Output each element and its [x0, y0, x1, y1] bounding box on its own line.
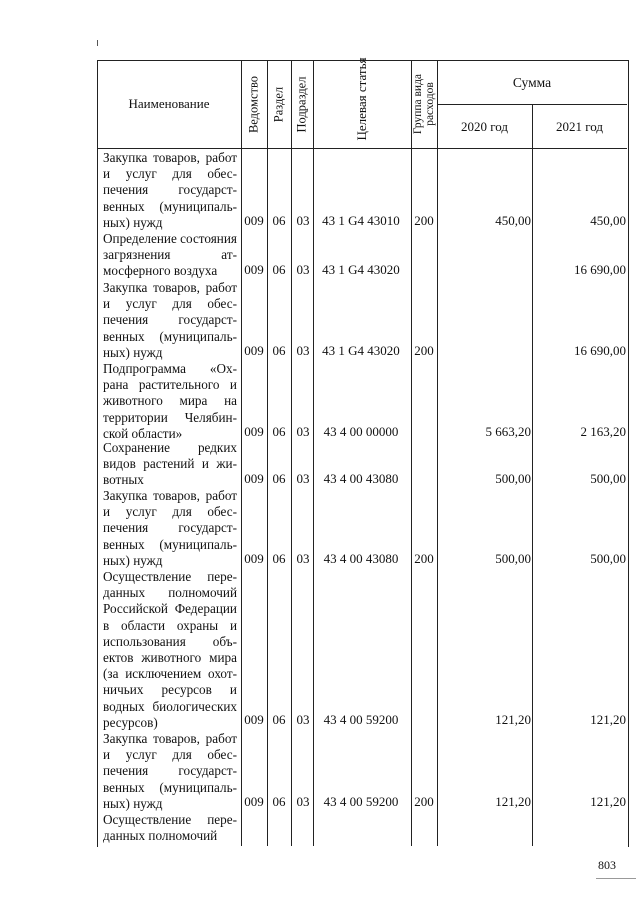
row-sum-2020: 5 663,20	[485, 424, 531, 439]
row-razdel: 06	[272, 424, 286, 439]
page-edge-mark	[596, 878, 636, 879]
row-vedomstvo: 009	[244, 343, 264, 358]
row-sum-2021: 121,20	[590, 712, 626, 727]
row-sum-2021: 500,00	[590, 471, 626, 486]
header-celevaya: Целевая статья	[354, 57, 369, 141]
row-name: Закупка товаров, работ и услуг для обеспечения государственных (муниципальных) нужд	[103, 488, 237, 568]
row-razdel: 06	[272, 213, 286, 228]
row-razdel: 06	[272, 343, 286, 358]
row-name: Осуществление переданных полномочий	[103, 812, 237, 844]
row-name: Определение состояния загрязнения атмосферного воздуха	[103, 231, 237, 279]
header-name: Наименование	[128, 96, 210, 111]
row-vedomstvo: 009	[244, 424, 264, 439]
header-summa: Сумма	[512, 75, 552, 90]
row-podrazdel: 03	[296, 712, 310, 727]
row-podrazdel: 03	[296, 262, 310, 277]
header-vedomstvo: Ведомство	[246, 75, 261, 134]
row-name: Сохранение редких видов растений и животных	[103, 440, 237, 488]
row-razdel: 06	[272, 551, 286, 566]
header-razdel: Раздел	[271, 86, 286, 123]
row-sum-2020: 500,00	[495, 551, 531, 566]
col-divider	[437, 60, 438, 846]
header-divider	[437, 104, 627, 105]
row-celevaya: 43 1 G4 43010	[322, 213, 400, 228]
row-celevaya: 43 1 G4 43020	[322, 262, 400, 277]
row-sum-2021: 16 690,00	[574, 343, 626, 358]
row-celevaya: 43 4 00 00000	[323, 424, 399, 439]
row-podrazdel: 03	[296, 551, 310, 566]
col-divider	[241, 60, 242, 846]
row-sum-2020: 121,20	[495, 712, 531, 727]
row-sum-2021: 2 163,20	[580, 424, 626, 439]
row-vedomstvo: 009	[244, 794, 264, 809]
row-sum-2021: 450,00	[590, 213, 626, 228]
row-vedomstvo: 009	[244, 262, 264, 277]
row-celevaya: 43 4 00 43080	[323, 471, 399, 486]
col-divider	[291, 60, 292, 846]
scan-mark	[97, 40, 98, 46]
row-name: Закупка товаров, работ и услуг для обеспечения государственных (муниципальных) нужд	[103, 150, 237, 230]
row-sum-2020: 450,00	[495, 213, 531, 228]
row-gruppa: 200	[414, 794, 434, 809]
page-number: 803	[598, 858, 616, 872]
row-celevaya: 43 4 00 59200	[323, 712, 399, 727]
row-vedomstvo: 009	[244, 551, 264, 566]
row-sum-2021: 16 690,00	[574, 262, 626, 277]
row-celevaya: 43 4 00 59200	[323, 794, 399, 809]
row-podrazdel: 03	[296, 794, 310, 809]
row-vedomstvo: 009	[244, 712, 264, 727]
row-celevaya: 43 1 G4 43020	[322, 343, 400, 358]
row-sum-2021: 500,00	[590, 551, 626, 566]
row-celevaya: 43 4 00 43080	[323, 551, 399, 566]
row-name: Подпрограмма «Охрана растительного и животного мира на территории Челябинской области»	[103, 361, 237, 441]
row-gruppa: 200	[414, 343, 434, 358]
col-divider	[313, 60, 314, 846]
col-divider	[267, 60, 268, 846]
row-podrazdel: 03	[296, 343, 310, 358]
row-name: Осуществление переданных полномочий Российской Федерации в области охраны и использования объектов животного мира (за исключением охотничьих ресурсов и водных биологических ресурсов)	[103, 569, 237, 730]
row-vedomstvo: 009	[244, 471, 264, 486]
row-gruppa: 200	[414, 551, 434, 566]
row-podrazdel: 03	[296, 213, 310, 228]
header-year-2020: 2020 год	[461, 119, 508, 134]
row-razdel: 06	[272, 471, 286, 486]
row-name: Закупка товаров, работ и услуг для обеспечения государственных (муниципальных) нужд	[103, 280, 237, 360]
row-razdel: 06	[272, 262, 286, 277]
row-podrazdel: 03	[296, 424, 310, 439]
row-vedomstvo: 009	[244, 213, 264, 228]
row-sum-2020: 121,20	[495, 794, 531, 809]
col-divider	[411, 60, 412, 846]
header-year-2021: 2021 год	[556, 119, 603, 134]
col-divider	[532, 104, 533, 846]
row-razdel: 06	[272, 794, 286, 809]
row-gruppa: 200	[414, 213, 434, 228]
header-gruppa: Группа вида расходов	[412, 73, 436, 135]
row-razdel: 06	[272, 712, 286, 727]
row-sum-2020: 500,00	[495, 471, 531, 486]
row-sum-2021: 121,20	[590, 794, 626, 809]
header-podrazdel: Подраздел	[294, 76, 309, 133]
row-name: Закупка товаров, работ и услуг для обеспечения государственных (муниципальных) нужд	[103, 731, 237, 811]
header-bottom-line	[97, 148, 627, 149]
row-podrazdel: 03	[296, 471, 310, 486]
